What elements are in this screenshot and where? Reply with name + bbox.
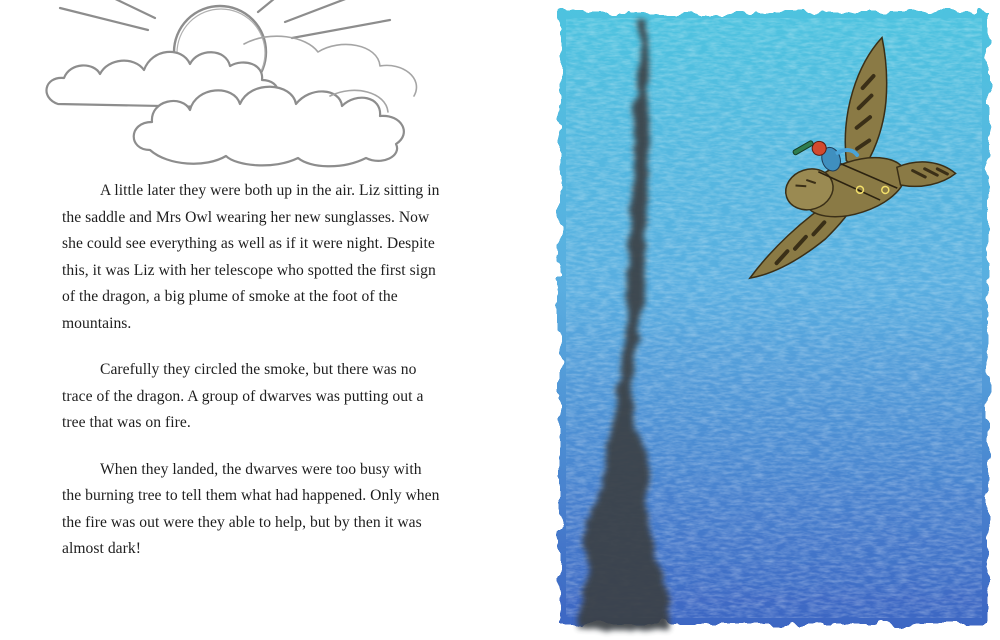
story-text xyxy=(62,178,442,583)
right-page xyxy=(520,0,1000,640)
story-paragraph: Carefully they circled the smoke, but there was no trace of the dragon. A group of dwarves was putting out a tree that was on fire. xyxy=(62,361,424,431)
sun-and-clouds-sketch xyxy=(30,0,430,170)
story-paragraph: When they landed, the dwarves were too busy with the burning tree to tell them what had happened. Only when the fire was out were they able to help, but by then it was almost dark! xyxy=(62,460,440,557)
owl-flight-illustration xyxy=(520,0,1000,640)
story-paragraph: A little later they were both up in the air. Liz sitting in the saddle and Mrs Owl wearing her new sunglasses. Now she could see everything as well as if it were night. Despite this, it was Liz with her telescope who spotted the first sign of the dragon, a big plume of smoke at the foot of the mountains. xyxy=(62,182,440,332)
